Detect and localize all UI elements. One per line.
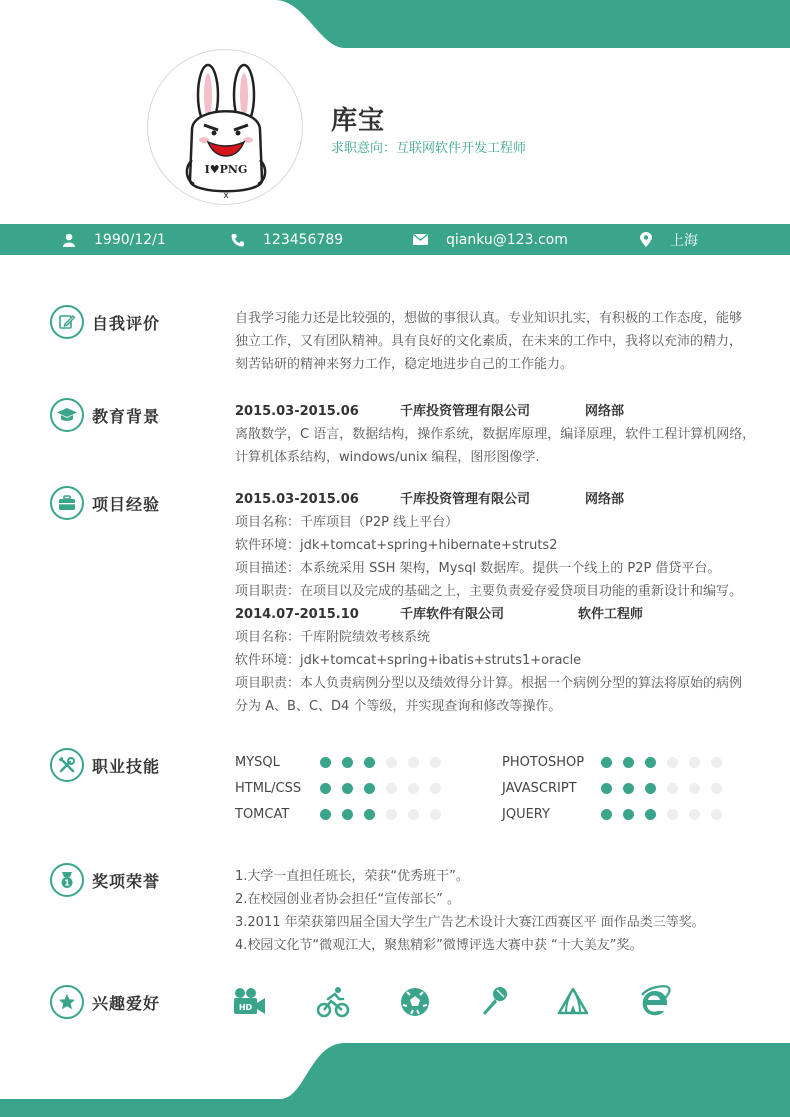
svg-text:1: 1 bbox=[64, 878, 70, 888]
text-line: 离散数学，C 语言，数据结构，操作系统，数据库原理，编译原理，软件工程计算机网络， bbox=[235, 427, 756, 442]
skill-row bbox=[502, 778, 733, 798]
skill-dot-empty bbox=[408, 757, 419, 768]
skill-dot-empty bbox=[430, 757, 441, 768]
section-title: 奖项荣誉 bbox=[92, 871, 161, 891]
skill-level bbox=[320, 783, 452, 794]
skill-level bbox=[601, 809, 733, 820]
cycling-icon bbox=[316, 985, 350, 1019]
skill-level bbox=[320, 809, 452, 820]
info-email bbox=[413, 224, 568, 255]
text-line: 项目名称：千库附院绩效考核系统 bbox=[235, 630, 431, 645]
email-address: qianku@123.com bbox=[446, 231, 568, 248]
skill-level bbox=[601, 757, 733, 768]
video-icon bbox=[232, 985, 266, 1019]
skill-row bbox=[235, 804, 452, 824]
skill-level bbox=[601, 783, 733, 794]
skill-name: JQUERY bbox=[502, 806, 550, 822]
skill-row bbox=[235, 778, 452, 798]
candidate-name: 库宝 bbox=[331, 106, 386, 136]
skill-dot-filled bbox=[320, 757, 331, 768]
skill-dot-filled bbox=[364, 783, 375, 794]
contact-info-bar bbox=[0, 224, 790, 255]
organization: 千库投资管理有限公司 bbox=[400, 492, 531, 507]
skill-dot-empty bbox=[711, 757, 722, 768]
tools-icon bbox=[50, 748, 84, 782]
skill-dot-filled bbox=[623, 757, 634, 768]
avatar-shirt-text: I♥PNG bbox=[204, 163, 248, 176]
self-evaluation-text bbox=[235, 307, 742, 376]
section-hobbies bbox=[50, 985, 160, 1019]
text-line: 分为 A、B、C、D4 个等级，并实现查询和修改等操作。 bbox=[235, 699, 562, 714]
education-header-row bbox=[235, 400, 755, 423]
awards-text bbox=[235, 865, 705, 957]
karaoke-icon bbox=[477, 985, 511, 1019]
text-line: 项目名称：千库项目（P2P 线上平台） bbox=[235, 515, 459, 530]
section-skills bbox=[50, 748, 160, 782]
info-phone bbox=[231, 224, 343, 255]
person-icon bbox=[62, 233, 76, 247]
department: 软件工程师 bbox=[578, 607, 644, 622]
skill-dot-empty bbox=[667, 783, 678, 794]
hd-label: HD bbox=[238, 1003, 253, 1012]
skill-dot-empty bbox=[386, 809, 397, 820]
text-line: 独立工作，又有团队精神。具有良好的文化素质，在未来的工作中，我将以充沛的精力， bbox=[235, 334, 743, 349]
info-city bbox=[640, 224, 698, 255]
skill-row bbox=[235, 752, 452, 772]
section-education bbox=[50, 398, 160, 432]
text-line: 自我学习能力还是比较强的，想做的事很认真。专业知识扎实，有积极的工作态度，能够 bbox=[235, 311, 743, 326]
football-icon bbox=[398, 985, 432, 1019]
period: 2014.07-2015.10 bbox=[235, 607, 359, 622]
text-line: 3.2011 年荣获第四届全国大学生广告艺术设计大赛江西赛区平 面作品类三等奖。 bbox=[235, 915, 705, 930]
skill-level bbox=[320, 757, 452, 768]
skill-name: TOMCAT bbox=[235, 806, 290, 822]
text-line: 项目描述：本系统采用 SSH 架构，Mysql 数据库。提供一个线上的 P2P 借贷平台。 bbox=[235, 561, 721, 576]
skill-dot-empty bbox=[667, 809, 678, 820]
briefcase-icon bbox=[50, 486, 84, 520]
skill-dot-empty bbox=[711, 783, 722, 794]
skill-dot-empty bbox=[430, 783, 441, 794]
skill-dot-empty bbox=[711, 809, 722, 820]
skill-dot-filled bbox=[601, 783, 612, 794]
section-title: 兴趣爱好 bbox=[92, 993, 161, 1013]
job-intent: 求职意向：互联网软件开发工程师 bbox=[331, 141, 527, 156]
section-title: 教育背景 bbox=[92, 406, 161, 426]
skill-dot-empty bbox=[386, 783, 397, 794]
period: 2015.03-2015.06 bbox=[235, 492, 359, 507]
skill-dot-filled bbox=[342, 757, 353, 768]
skill-dot-empty bbox=[689, 809, 700, 820]
skill-dot-filled bbox=[364, 809, 375, 820]
skill-name: PHOTOSHOP bbox=[502, 754, 585, 770]
top-decor-band bbox=[0, 0, 790, 48]
city: 上海 bbox=[670, 232, 698, 249]
text-line: 1.大学一直担任班长，荣获“优秀班干”。 bbox=[235, 869, 469, 884]
skill-dot-filled bbox=[645, 757, 656, 768]
text-line: 计算机体系结构，windows/unix 编程，图形图像学. bbox=[235, 450, 540, 465]
skill-dot-filled bbox=[623, 809, 634, 820]
section-self-evaluation bbox=[50, 305, 160, 339]
text-line: 刻苦钻研的精神来努力工作，稳定地进步自己的工作能力。 bbox=[235, 357, 574, 372]
text-line: 软件环境：jdk+tomcat+spring+ibatis+struts1+oracle bbox=[235, 653, 582, 668]
skill-dot-filled bbox=[645, 783, 656, 794]
education-text bbox=[235, 400, 755, 469]
edit-icon bbox=[50, 305, 84, 339]
period: 2015.03-2015.06 bbox=[235, 404, 359, 419]
text-line: 项目职责：本人负责病例分型以及绩效得分计算。根据一个病例分型的算法将原始的病例 bbox=[235, 676, 743, 691]
skill-dot-filled bbox=[320, 783, 331, 794]
section-awards bbox=[50, 863, 160, 897]
mail-icon bbox=[413, 234, 428, 245]
skill-dot-filled bbox=[645, 809, 656, 820]
section-projects bbox=[50, 486, 160, 520]
skill-dot-empty bbox=[408, 809, 419, 820]
skill-row bbox=[502, 752, 733, 772]
skill-dot-filled bbox=[623, 783, 634, 794]
skill-name: HTML/CSS bbox=[235, 780, 302, 796]
section-title: 项目经验 bbox=[92, 494, 161, 514]
department: 网络部 bbox=[585, 492, 625, 507]
skill-dot-empty bbox=[689, 783, 700, 794]
birth-date: 1990/12/1 bbox=[94, 231, 166, 248]
project-header-row bbox=[235, 488, 742, 511]
star-icon bbox=[50, 985, 84, 1019]
skill-dot-empty bbox=[667, 757, 678, 768]
svg-text:x: x bbox=[223, 191, 229, 201]
skill-dot-filled bbox=[601, 757, 612, 768]
skill-dot-empty bbox=[430, 809, 441, 820]
department: 网络部 bbox=[585, 404, 625, 419]
info-birth bbox=[62, 224, 166, 255]
text-line: 4.校园文化节“微观江大，聚焦精彩”微博评选大赛中获 “十大美友”奖。 bbox=[235, 938, 643, 953]
phone-number: 123456789 bbox=[263, 231, 344, 248]
skill-dot-empty bbox=[408, 783, 419, 794]
projects-text bbox=[235, 488, 742, 718]
ie-icon bbox=[638, 985, 672, 1019]
skill-dot-filled bbox=[342, 783, 353, 794]
medal-icon bbox=[50, 863, 84, 897]
organization: 千库投资管理有限公司 bbox=[400, 404, 531, 419]
project-header-row bbox=[235, 603, 742, 626]
skill-name: JAVASCRIPT bbox=[502, 780, 577, 796]
bottom-decor-band bbox=[0, 1043, 790, 1117]
avatar bbox=[147, 49, 303, 205]
skill-dot-filled bbox=[601, 809, 612, 820]
phone-icon bbox=[231, 233, 245, 247]
skill-name: MYSQL bbox=[235, 754, 280, 770]
section-title: 职业技能 bbox=[92, 756, 161, 776]
skill-dot-filled bbox=[364, 757, 375, 768]
skill-row bbox=[502, 804, 733, 824]
skill-dot-filled bbox=[320, 809, 331, 820]
skill-dot-filled bbox=[342, 809, 353, 820]
skill-dot-empty bbox=[386, 757, 397, 768]
text-line: 2.在校园创业者协会担任“宣传部长” 。 bbox=[235, 892, 461, 907]
skill-dot-empty bbox=[689, 757, 700, 768]
organization: 千库软件有限公司 bbox=[400, 607, 505, 622]
text-line: 软件环境：jdk+tomcat+spring+hibernate+struts2 bbox=[235, 538, 558, 553]
tent-icon bbox=[556, 985, 590, 1019]
text-line: 项目职责：在项目以及完成的基础之上，主要负责爱存爱贷项目功能的重新设计和编写。 bbox=[235, 584, 743, 599]
location-pin-icon bbox=[640, 232, 652, 247]
graduation-cap-icon bbox=[50, 398, 84, 432]
section-title: 自我评价 bbox=[92, 313, 161, 333]
